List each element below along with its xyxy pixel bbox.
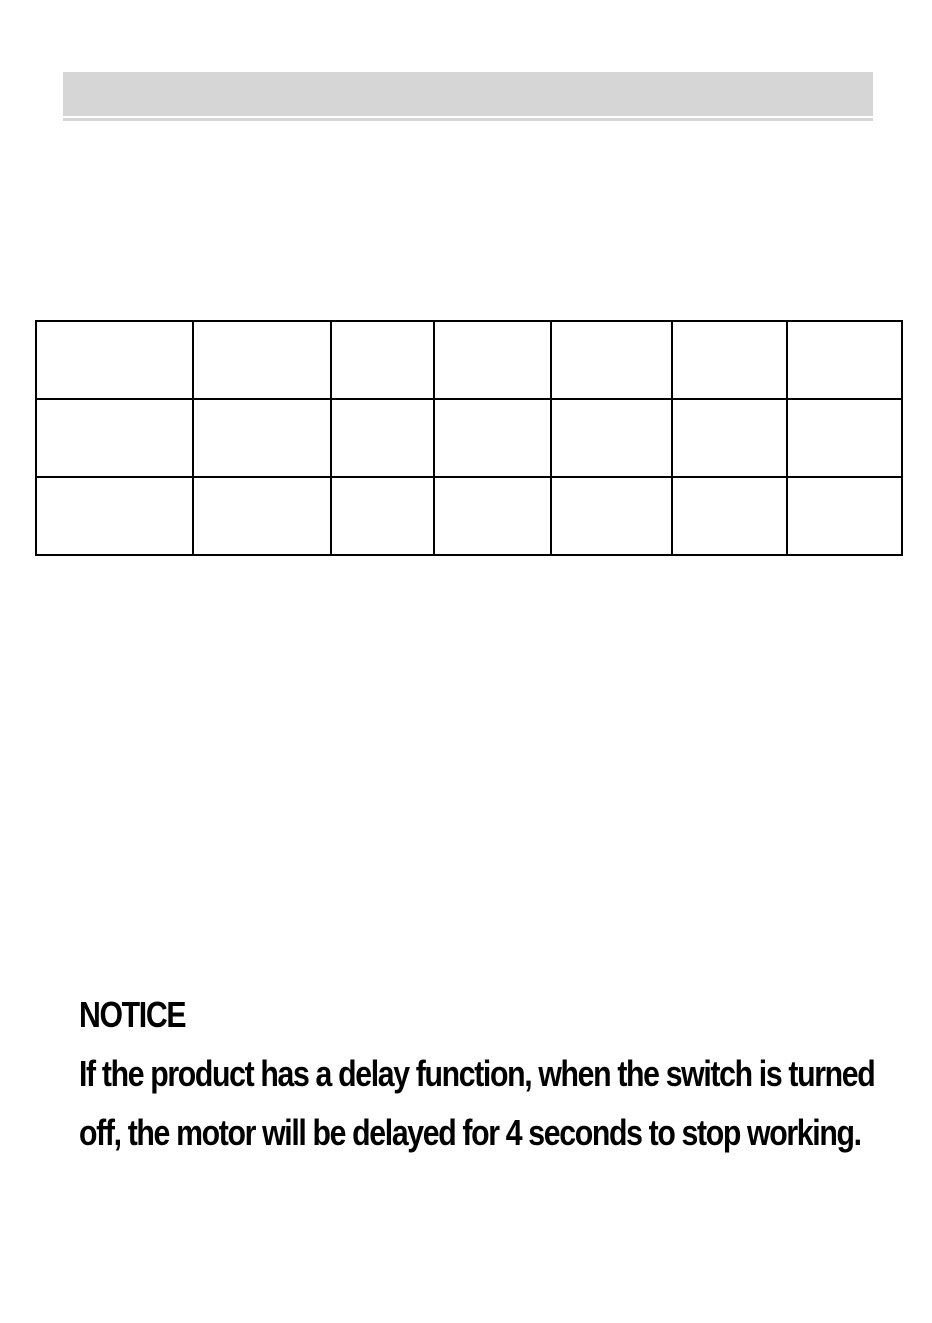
- table-cell: [331, 477, 434, 555]
- table-cell: [551, 477, 672, 555]
- table-cell: [551, 399, 672, 477]
- notice-text-line-2: off, the motor will be delayed for 4 seconds to stop working.: [79, 1112, 861, 1153]
- table-row: [36, 399, 902, 477]
- table-cell: [193, 321, 331, 399]
- table-row: [36, 477, 902, 555]
- notice-text-line-1: If the product has a delay function, when the switch is turned: [79, 1053, 875, 1094]
- table-cell: [331, 399, 434, 477]
- table-row: [36, 321, 902, 399]
- spec-table: [35, 320, 903, 556]
- table-cell: [672, 399, 787, 477]
- table-cell: [434, 321, 551, 399]
- table-cell: [672, 321, 787, 399]
- table-cell: [331, 321, 434, 399]
- notice-heading: NOTICE: [79, 994, 186, 1035]
- table-cell: [193, 399, 331, 477]
- table-cell: [36, 399, 193, 477]
- table-cell: [193, 477, 331, 555]
- table-cell: [434, 477, 551, 555]
- table-cell: [672, 477, 787, 555]
- table-cell: [787, 477, 902, 555]
- header-divider: [63, 118, 873, 121]
- table-cell: [787, 399, 902, 477]
- table-cell: [551, 321, 672, 399]
- table-cell: [434, 399, 551, 477]
- header-band: [63, 72, 873, 116]
- table-cell: [36, 477, 193, 555]
- table-cell: [36, 321, 193, 399]
- table-cell: [787, 321, 902, 399]
- notice-block: [79, 985, 875, 1162]
